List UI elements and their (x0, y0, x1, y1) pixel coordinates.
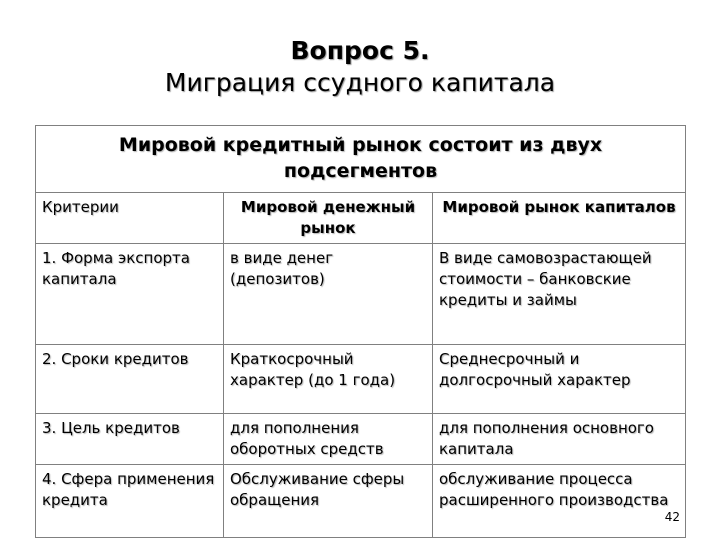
page-number: 42 (664, 510, 680, 524)
row-criterion: 3. Цель кредитов (36, 414, 224, 465)
row-money-market-cell: для пополнения оборотных средств (224, 414, 433, 465)
row-capital-market-cell: Среднесрочный и долгосрочный характер (433, 345, 686, 414)
slide-title: Вопрос 5. (290, 36, 430, 65)
slide-subtitle: Миграция ссудного капитала (164, 68, 556, 97)
row-money-market-cell: в виде денег (депозитов) (224, 244, 433, 345)
table-header: Мировой кредитный рынок состоит из двух подсегментов (36, 126, 686, 193)
table-row (36, 244, 686, 345)
comparison-table (35, 125, 686, 538)
column-header-row (36, 193, 686, 244)
row-criterion: 2. Сроки кредитов (36, 345, 224, 414)
row-capital-market-cell: В виде самовозрастающей стоимости – банковские кредиты и займы (433, 244, 686, 345)
row-criterion: 4. Сфера применения кредита (36, 465, 224, 538)
row-capital-market-cell: обслуживание процесса расширенного производства (433, 465, 686, 538)
table-row (36, 345, 686, 414)
column-header-money-market: Мировой денежный рынок (224, 193, 433, 244)
row-money-market-cell: Обслуживание сферы обращения (224, 465, 433, 538)
table-row (36, 465, 686, 538)
column-header-capital-market: Мировой рынок капиталов (433, 193, 686, 244)
column-header-criteria: Критерии (36, 193, 224, 244)
row-capital-market-cell: для пополнения основного капитала (433, 414, 686, 465)
table-header-row (36, 126, 686, 193)
row-criterion: 1. Форма экспорта капитала (36, 244, 224, 345)
row-money-market-cell: Краткосрочный характер (до 1 года) (224, 345, 433, 414)
table-row (36, 414, 686, 465)
